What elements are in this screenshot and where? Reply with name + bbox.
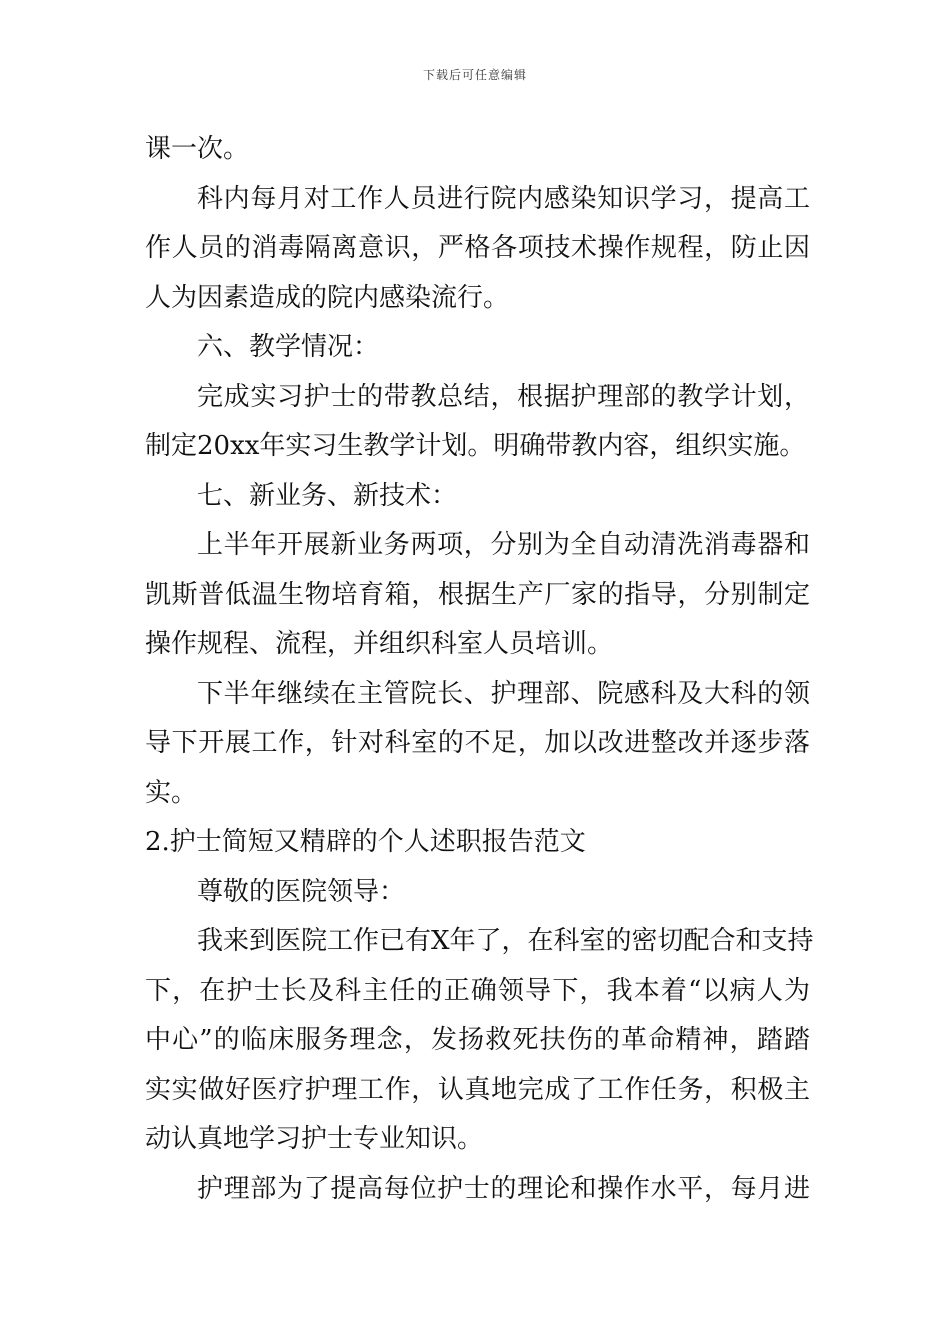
text-line: 中心”的临床服务理念，发扬救死扶伤的革命精神，踏踏 [145,1025,810,1055]
text-line: 作人员的消毒隔离意识，严格各项技术操作规程，防止因 [145,233,810,263]
text-line: 课一次。 [145,134,250,164]
text-line: 下，在护士长及科主任的正确领导下，我本着“以病人为 [145,975,810,1006]
text-line: 实。 [145,777,198,808]
document-body [145,125,814,1214]
text-line: 动认真地学习护士专业知识。 [145,1124,484,1154]
text-line: 导下开展工作，针对科室的不足，加以改进整改并逐步落 [145,728,810,758]
text-line: 科内每月对工作人员进行院内感染知识学习，提高工 [197,183,810,214]
text-line: 2.护士简短又精辟的个人述职报告范文 [145,827,586,857]
text-line: 凯斯普低温生物培育箱，根据生产厂家的指导，分别制定 [145,579,810,610]
text-line: 制定20xx年实习生教学计划。明确带教内容，组织实施。 [145,431,806,461]
text-line: 完成实习护士的带教总结，根据护理部的教学计划， [197,381,810,412]
text-line: 我来到医院工作已有X年了，在科室的密切配合和支持 [197,926,814,956]
text-line: 尊敬的医院领导： [197,876,406,907]
text-line: 上半年开展新业务两项，分别为全自动清洗消毒器和 [197,530,810,560]
text-line: 六、教学情况： [197,332,380,362]
text-line: 护理部为了提高每位护士的理论和操作水平，每月进 [197,1173,810,1204]
text-line: 实实做好医疗护理工作，认真地完成了工作任务，积极主 [145,1074,810,1105]
text-line: 操作规程、流程，并组织科室人员培训。 [145,629,614,659]
text-line: 七、新业务、新技术： [197,480,458,511]
text-line: 下半年继续在主管院长、护理部、院感科及大科的领 [197,678,810,709]
text-line: 人为因素造成的院内感染流行。 [145,282,510,313]
page-header: 下载后可任意编辑 [422,68,527,82]
